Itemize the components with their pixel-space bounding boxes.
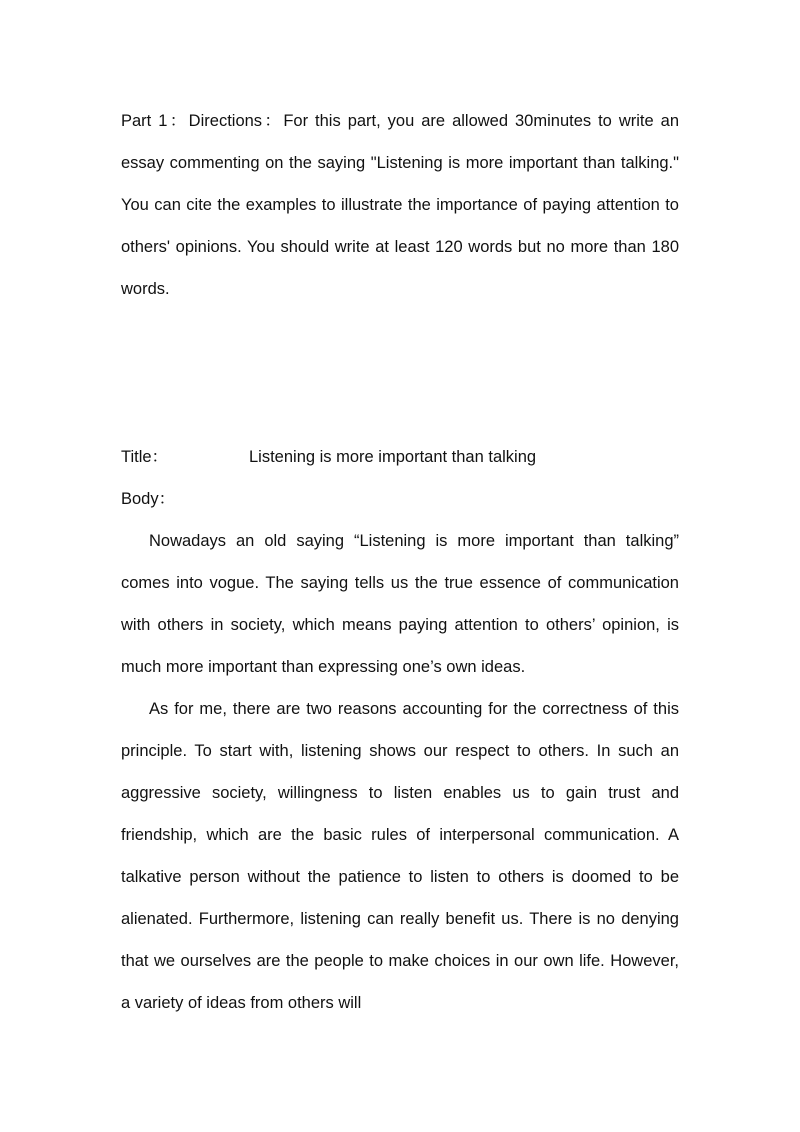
title-row xyxy=(121,436,679,478)
spacer xyxy=(121,310,679,436)
essay-title: Listening is more important than talking xyxy=(249,448,537,466)
document-page xyxy=(121,100,679,1024)
title-label: Title： xyxy=(121,448,169,466)
directions-text: Part 1：Directions：For this part, you are allowed 30minutes to write an essay commenting on the saying "Listening is more important than talking." You can cite the examples to illustrate the importance of paying attention to others' opinions. You should write at least 120 words but no more than 180 words. xyxy=(121,112,679,298)
body-label: Body： xyxy=(121,490,176,508)
body-paragraph-1: Nowadays an old saying “Listening is more important than talking” comes into vogue. The saying tells us the true essence of communication with others in society, which means paying attention to others’ opinion, is much more important than expressing one’s own ideas. xyxy=(121,532,679,676)
body-paragraph-2: As for me, there are two reasons accounting for the correctness of this principle. To start with, listening shows our respect to others. In such an aggressive society, willingness to listen enables us to gain trust and friendship, which are the basic rules of interpersonal communication. A talkative person without the patience to listen to others is doomed to be alienated. Furthermore, listening can really benefit us. There is no denying that we ourselves are the people to make choices in our own life. However, a variety of ideas from others will xyxy=(121,700,679,1012)
